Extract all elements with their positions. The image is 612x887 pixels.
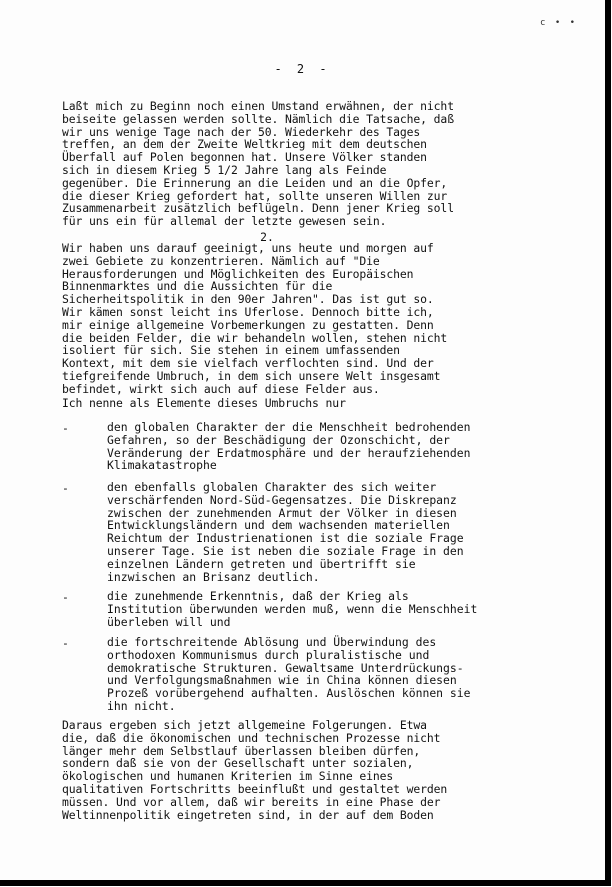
- list-bullet: -: [62, 636, 69, 650]
- paragraph-elements-intro: Ich nenne als Elemente dieses Umbruchs nur: [62, 396, 346, 410]
- list-item: die fortschreitende Ablösung und Überwindung des orthodoxen Kommunismus durch pluralistische und demokratische Strukturen. Gewaltsame Unterdrückungs- und Verfolgungsmaßnahmen wie in China können diesen Prozeß vorübergehend aufhalten. Auslöschen können sie ihn nicht.: [107, 635, 471, 713]
- paragraph-intro: Laßt mich zu Beginn noch einen Umstand erwähnen, der nicht beiseite gelassen werden sollte. Nämlich die Tatsache, daß wir uns wenige Tage nach der 50. Wiederkehr des Tages treffen, an dem der Zweite Weltkrieg mit dem deutschen Überfall auf Polen begonnen hat. Unsere Völker standen sich in diesem Krieg 5 1/2 Jahre lang als Feinde gegenüber. Die Erinnerung an die Leiden und an die Opfer, die dieser Krieg gefordert hat, sollte unseren Willen zur Zusammenarbeit zusätzlich beflügeln. Denn jener Krieg soll für uns ein für allemal der letzte gewesen sein.: [62, 99, 454, 229]
- paragraph-conclusions: Daraus ergeben sich jetzt allgemeine Folgerungen. Etwa die, daß die ökonomischen und technischen Prozesse nicht länger mehr dem Selbstlauf überlassen bleiben dürfen, sondern daß sie von der Gesellschaft unter sozialen, ökologischen und humanen Kriterien im Sinne eines qualitativen Fortschritts beeinflußt und gestaltet werden müssen. Und vor allem, daß wir bereits in eine Phase der Weltinnenpolitik eingetreten sind, in der auf dem Boden: [62, 718, 448, 822]
- section-number: 2.: [260, 230, 274, 244]
- paragraph-topics: Wir haben uns darauf geeinigt, uns heute und morgen auf zwei Gebiete zu konzentrieren. Nämlich auf "Die Herausforderungen und Möglichkeiten des Europäischen Binnenmarktes und die Aussichten für die Sicherheitspolitik in den 90er Jahren". Das ist gut so. Wir kämen sonst leicht ins Uferlose. Dennoch bitte ich, mir einige allgemeine Vorbemerkungen zu gestatten. Denn die beiden Felder, die wir behandeln wollen, stehen nicht isoliert für sich. Sie stehen in einem umfassenden Kontext, mit dem sie vielfach verflochten sind. Und der tiefgreifende Umbruch, in dem sich unsere Welt insgesamt befindet, wirkt sich auch auf diese Felder aus.: [62, 241, 448, 396]
- list-item: die zunehmende Erkenntnis, daß der Krieg als Institution überwunden werden muß, wenn die Menschheit überleben will und: [107, 589, 478, 629]
- list-item: den globalen Charakter der die Menschheit bedrohenden Gefahren, so der Beschädigung der Ozonschicht, der Veränderung der Erdatmosphäre und der heraufziehenden Klimakatastrophe: [107, 420, 471, 473]
- list-item: den ebenfalls globalen Charakter des sich weiter verschärfenden Nord-Süd-Gegensatzes. Die Diskrepanz zwischen der zunehmenden Armut der Völker in diesen Entwicklungsländern und dem wachsenden materiellen Reichtum der Industrienationen ist die soziale Frage unserer Tage. Sie ist neben die soziale Frage in den einzelnen Ländern getreten und übertrifft sie inzwischen an Brisanz deutlich.: [107, 480, 464, 584]
- scan-corner-mark: c • •: [540, 18, 578, 28]
- list-bullet: -: [62, 481, 69, 495]
- page-number: - 2 -: [274, 62, 331, 76]
- list-bullet: -: [62, 421, 69, 435]
- list-bullet: -: [62, 590, 69, 604]
